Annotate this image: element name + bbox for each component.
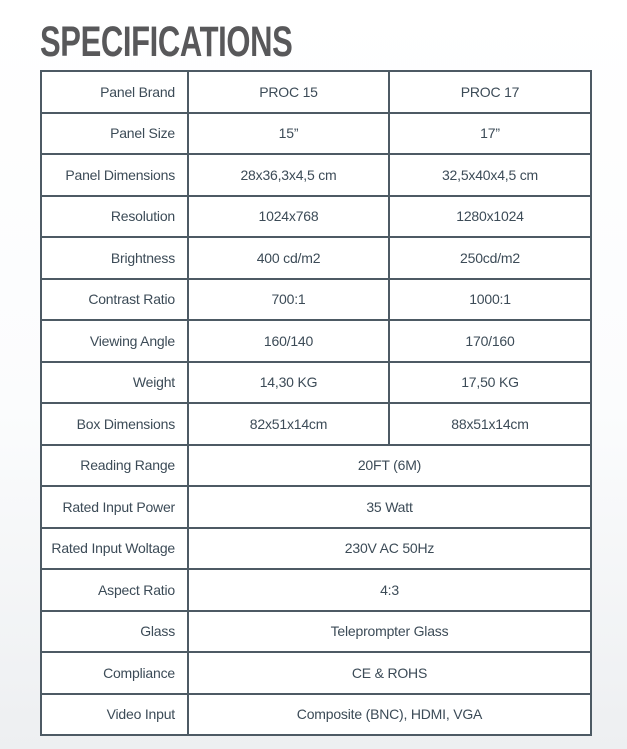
table-row — [41, 196, 591, 238]
row-value: 82x51x14cm — [188, 403, 389, 445]
row-value: PROC 17 — [389, 71, 591, 113]
spec-table-body — [41, 71, 591, 735]
table-row — [41, 71, 591, 113]
row-value: 15” — [188, 113, 389, 155]
table-row — [41, 237, 591, 279]
row-label: Weight — [41, 362, 188, 404]
row-label: Panel Size — [41, 113, 188, 155]
row-label: Brightness — [41, 237, 188, 279]
row-value: 32,5x40x4,5 cm — [389, 154, 591, 196]
row-label: Video Input — [41, 694, 188, 736]
row-value: 17,50 KG — [389, 362, 591, 404]
table-row — [41, 154, 591, 196]
row-value: Teleprompter Glass — [188, 611, 591, 653]
row-value: 170/160 — [389, 320, 591, 362]
row-value: 35 Watt — [188, 486, 591, 528]
row-label: Reading Range — [41, 445, 188, 487]
table-row — [41, 362, 591, 404]
row-value: 400 cd/m2 — [188, 237, 389, 279]
row-value: 700:1 — [188, 279, 389, 321]
row-value: 4:3 — [188, 569, 591, 611]
row-label: Compliance — [41, 652, 188, 694]
row-label: Glass — [41, 611, 188, 653]
specifications-table — [40, 70, 592, 736]
table-row — [41, 403, 591, 445]
table-row — [41, 486, 591, 528]
row-value: 88x51x14cm — [389, 403, 591, 445]
row-value: 1000:1 — [389, 279, 591, 321]
row-label: Rated Input Woltage — [41, 528, 188, 570]
row-value: 17” — [389, 113, 591, 155]
row-value: 1024x768 — [188, 196, 389, 238]
row-value: Composite (BNC), HDMI, VGA — [188, 694, 591, 736]
table-row — [41, 320, 591, 362]
row-value: 1280x1024 — [389, 196, 591, 238]
row-label: Panel Dimensions — [41, 154, 188, 196]
row-label: Box Dimensions — [41, 403, 188, 445]
table-row — [41, 611, 591, 653]
table-row — [41, 694, 591, 736]
row-value: 28x36,3x4,5 cm — [188, 154, 389, 196]
table-row — [41, 113, 591, 155]
row-value: PROC 15 — [188, 71, 389, 113]
page-title: SPECIFICATIONS — [40, 18, 293, 66]
row-label: Panel Brand — [41, 71, 188, 113]
row-value: 250cd/m2 — [389, 237, 591, 279]
row-label: Contrast Ratio — [41, 279, 188, 321]
table-row — [41, 445, 591, 487]
table-row — [41, 279, 591, 321]
row-value: CE & ROHS — [188, 652, 591, 694]
row-label: Resolution — [41, 196, 188, 238]
table-row — [41, 528, 591, 570]
row-label: Aspect Ratio — [41, 569, 188, 611]
row-value: 160/140 — [188, 320, 389, 362]
row-value: 230V AC 50Hz — [188, 528, 591, 570]
table-row — [41, 569, 591, 611]
row-label: Rated Input Power — [41, 486, 188, 528]
row-value: 14,30 KG — [188, 362, 389, 404]
table-row — [41, 652, 591, 694]
row-value: 20FT (6M) — [188, 445, 591, 487]
row-label: Viewing Angle — [41, 320, 188, 362]
